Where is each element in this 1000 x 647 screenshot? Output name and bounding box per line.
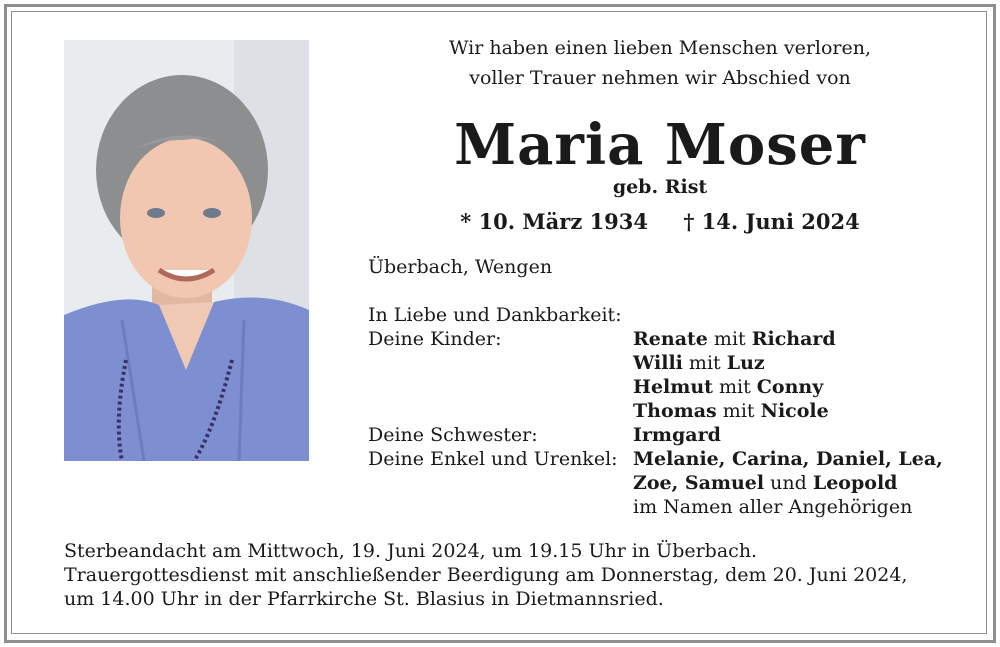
children-label: Deine Kinder: xyxy=(368,328,502,350)
sister-name: Irmgard xyxy=(633,424,721,446)
child-partner: Luz xyxy=(726,352,765,374)
footer-line-1: Sterbeandacht am Mittwoch, 19. Juni 2024, um 19.15 Uhr in Überbach. xyxy=(64,540,758,562)
grandchildren-names-a: Zoe, Samuel xyxy=(633,472,765,494)
sister-label: Deine Schwester: xyxy=(368,424,538,446)
portrait-photo xyxy=(64,40,309,461)
life-dates xyxy=(400,209,920,234)
intro-line-2: voller Trauer nehmen wir Abschied von xyxy=(469,67,851,89)
child-name: Willi xyxy=(633,352,683,374)
child-partner: Conny xyxy=(756,376,824,398)
child-row xyxy=(633,351,765,375)
death-date: † 14. Juni 2024 xyxy=(683,209,860,234)
child-partner: Richard xyxy=(751,328,836,350)
grandchildren-names-b: Leopold xyxy=(812,472,898,494)
family-heading: In Liebe und Dankbarkeit: xyxy=(368,304,622,326)
child-name: Thomas xyxy=(633,400,717,422)
child-mit: mit xyxy=(719,376,751,398)
intro-text xyxy=(400,33,920,93)
child-partner: Nicole xyxy=(760,400,829,422)
birth-name: geb. Rist xyxy=(612,176,708,198)
child-mit: mit xyxy=(713,328,746,350)
birth-date: * 10. März 1934 xyxy=(460,209,649,234)
grandchildren-und: und xyxy=(770,472,807,494)
deceased-name: Maria Moser xyxy=(454,112,866,178)
child-name: Helmut xyxy=(633,376,713,398)
footer-line-2: Trauergottesdienst mit anschließender Beerdigung am Donnerstag, dem 20. Juni 2024, xyxy=(64,564,908,586)
intro-line-1: Wir haben einen lieben Menschen verloren, xyxy=(448,37,872,59)
footer-line-3: um 14.00 Uhr in der Pfarrkirche St. Blasius in Dietmannsried. xyxy=(64,588,664,610)
child-row xyxy=(633,399,829,423)
child-mit: mit xyxy=(722,400,755,422)
grandchildren-line-2 xyxy=(633,471,897,495)
place-of-residence: Überbach, Wengen xyxy=(368,256,553,278)
grandchildren-line-1: Melanie, Carina, Daniel, Lea, xyxy=(633,448,943,470)
service-info xyxy=(64,539,907,611)
grandchildren-label: Deine Enkel und Urenkel: xyxy=(368,448,618,470)
child-row xyxy=(633,327,836,351)
child-name: Renate xyxy=(633,328,708,350)
child-mit: mit xyxy=(688,352,721,374)
closing-line: im Namen aller Angehörigen xyxy=(633,496,913,518)
child-row xyxy=(633,375,823,399)
